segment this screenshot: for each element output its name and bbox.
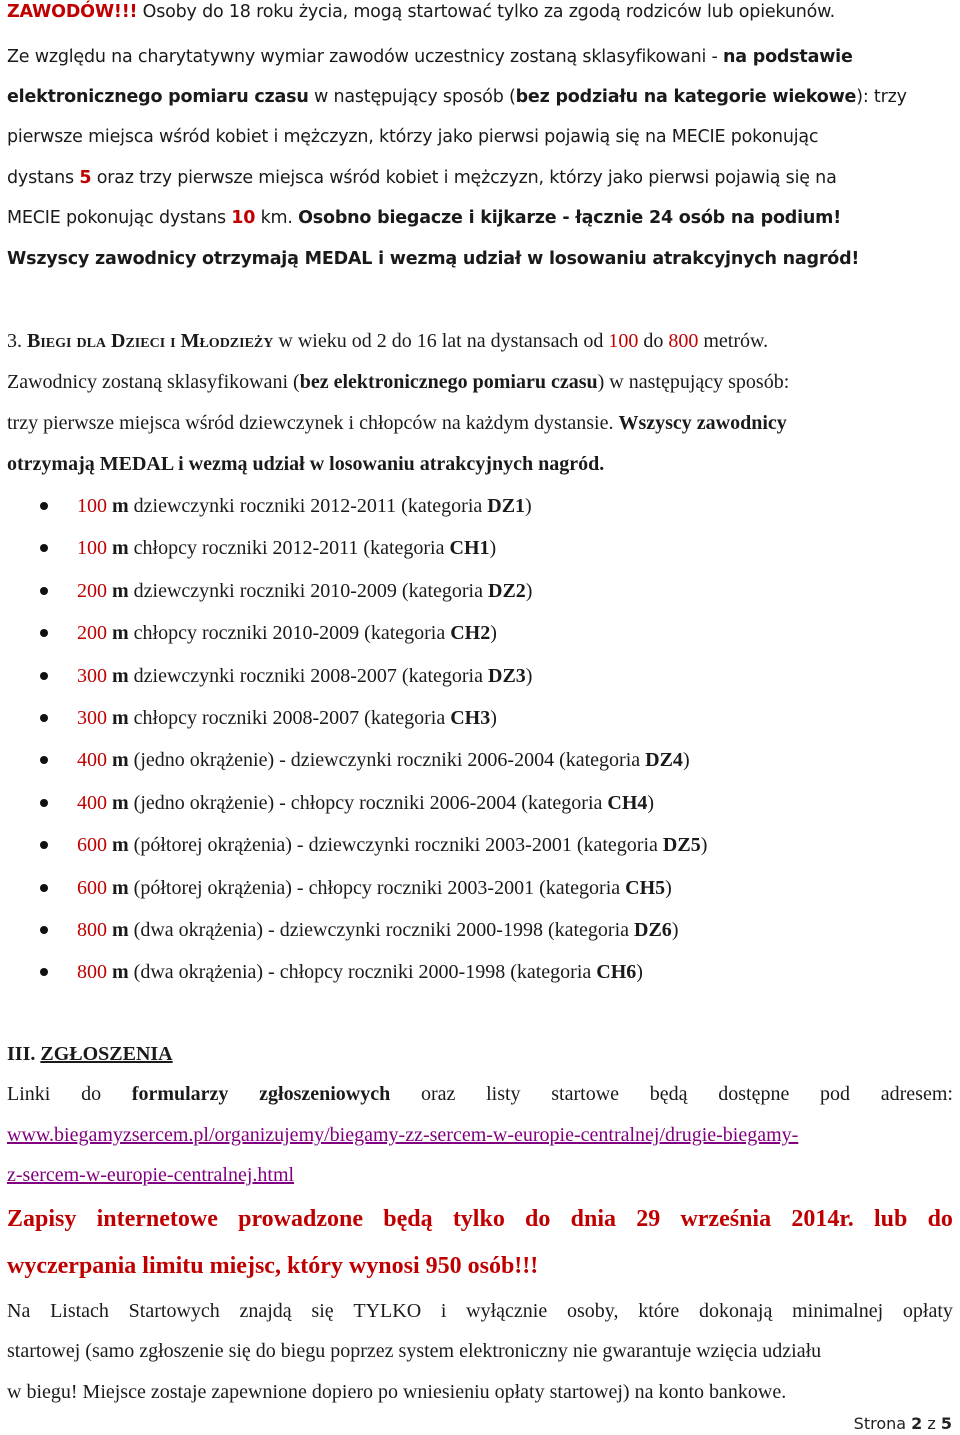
bold-text: elektronicznego pomiaru czasu xyxy=(7,87,309,107)
deadline-word: dnia xyxy=(570,1206,616,1232)
body-text: w biegu! Miejsce zostaje zapewnione dopiero po wniesieniu opłaty startowej) na konto bankowe. xyxy=(7,1381,787,1403)
race-close: ) xyxy=(636,961,643,984)
race-close: ) xyxy=(489,537,497,560)
race-distance: 600 xyxy=(77,876,107,899)
word: się xyxy=(311,1300,334,1322)
word: i xyxy=(440,1300,447,1322)
race-description: chłopcy roczniki 2010-2009 (kategoria xyxy=(128,622,451,645)
race-unit: m xyxy=(107,537,129,560)
section-heading xyxy=(7,329,953,353)
bullet-icon xyxy=(40,629,48,637)
race-category: CH2 xyxy=(450,622,491,645)
word: TYLKO xyxy=(353,1300,422,1322)
race-description: (jedno okrążenie) - dziewczynki roczniki 2006-2004 (kategoria xyxy=(128,749,646,772)
registration-link[interactable] xyxy=(7,1123,953,1147)
emphasis-text: ZAWODÓW!!! xyxy=(7,2,138,22)
word: Na xyxy=(7,1300,31,1322)
body-text: MECIE pokonując dystans xyxy=(7,208,232,228)
word: osoby, xyxy=(566,1300,619,1322)
distance-value: 5 xyxy=(79,168,92,188)
body-text: km. xyxy=(255,208,299,228)
race-unit: m xyxy=(107,664,129,687)
word: formularzy xyxy=(131,1083,229,1105)
race-category: DZ4 xyxy=(645,749,683,772)
word: dokonają xyxy=(699,1300,773,1322)
race-description: (półtorej okrążenia) - chłopcy roczniki 2003-2001 (kategoria xyxy=(128,876,626,899)
body-text: trzy pierwsze miejsca wśród dziewczynek i chłopców na każdym dystansie. xyxy=(7,412,619,434)
word: znajdą xyxy=(239,1300,292,1322)
body-text: pierwsze miejsca wśród kobiet i mężczyzn, którzy jako pierwsi pojawią się na MECIE pokonując xyxy=(7,127,819,147)
bullet-icon xyxy=(40,799,48,807)
section-line xyxy=(7,411,953,435)
word: Listach xyxy=(50,1300,109,1322)
race-unit: m xyxy=(107,876,129,899)
rules-line xyxy=(7,0,953,24)
race-distance: 200 xyxy=(77,622,107,645)
race-close: ) xyxy=(490,622,497,645)
deadline-word: 2014r. xyxy=(791,1206,854,1232)
word: Startowych xyxy=(128,1300,220,1322)
body-text: do xyxy=(638,330,669,352)
body-text: metrów. xyxy=(698,330,769,352)
word: Linki xyxy=(7,1083,51,1105)
word: które xyxy=(638,1300,680,1322)
race-category: CH1 xyxy=(449,537,490,560)
bullet-icon xyxy=(40,714,48,722)
race-category: DZ6 xyxy=(634,919,672,941)
body-text: w wieku od 2 do 16 lat na dystansach od xyxy=(273,330,609,352)
section-title: Biegi dla Dzieci i Młodzieży xyxy=(27,330,274,352)
total-pages: 5 xyxy=(940,1414,952,1433)
section-number: III. xyxy=(7,1043,41,1065)
race-unit: m xyxy=(107,749,129,772)
body-text: w następujący sposób ( xyxy=(308,87,516,107)
bold-text: bez elektronicznego pomiaru czasu xyxy=(299,371,598,393)
race-item xyxy=(77,960,643,984)
race-close: ) xyxy=(647,791,655,814)
race-close: ) xyxy=(525,579,533,602)
distance-value: 10 xyxy=(231,208,256,228)
race-unit: m xyxy=(107,707,129,729)
word: dostępne xyxy=(718,1083,790,1105)
bullet-icon xyxy=(40,587,48,595)
race-distance: 100 xyxy=(77,495,107,517)
deadline-word: będą xyxy=(383,1206,433,1232)
section-heading xyxy=(7,1042,953,1066)
race-distance: 100 xyxy=(77,537,107,560)
race-item xyxy=(77,706,497,730)
page-number xyxy=(854,1414,952,1433)
race-unit: m xyxy=(107,834,129,857)
rules-line xyxy=(7,247,953,271)
bullet-icon xyxy=(40,672,48,680)
race-description: dziewczynki roczniki 2008-2007 (kategoria xyxy=(128,664,488,687)
deadline-word: prowadzone xyxy=(238,1206,364,1232)
race-distance: 400 xyxy=(77,749,107,772)
race-description: (jedno okrążenie) - chłopcy roczniki 2006-2004 (kategoria xyxy=(128,791,608,814)
race-item xyxy=(77,579,532,603)
race-category: DZ2 xyxy=(488,579,526,602)
word: pod xyxy=(820,1083,851,1105)
race-close: ) xyxy=(700,834,708,857)
race-category: CH5 xyxy=(625,876,666,899)
bullet-icon xyxy=(40,756,48,764)
race-distance: 300 xyxy=(77,664,107,687)
race-unit: m xyxy=(107,961,129,984)
bullet-icon xyxy=(40,544,48,552)
word: oraz xyxy=(420,1083,456,1105)
race-description: (dwa okrążenia) - chłopcy roczniki 2000-1998 (kategoria xyxy=(128,961,597,984)
bold-text: otrzymają MEDAL i wezmą udział w losowaniu atrakcyjnych nagród. xyxy=(7,453,605,475)
distance-value: 800 xyxy=(668,330,699,352)
body-text: oraz trzy pierwsze miejsca wśród kobiet i mężczyzn, którzy jako pierwsi pojawią się na xyxy=(91,168,837,188)
section-line xyxy=(7,452,953,476)
race-description: chłopcy roczniki 2008-2007 (kategoria xyxy=(128,707,451,729)
page-separator: z xyxy=(922,1414,941,1433)
deadline-word: tylko xyxy=(452,1206,505,1232)
bold-text: Osobno biegacze i kijkarze - łącznie 24 osób na podium! xyxy=(298,208,841,228)
rules-line xyxy=(7,85,953,109)
race-category: DZ1 xyxy=(487,495,526,517)
payment-note xyxy=(7,1339,953,1363)
word: zgłoszeniowych xyxy=(259,1083,391,1105)
deadline-word: 29 xyxy=(636,1206,661,1232)
bullet-icon xyxy=(40,926,48,934)
race-category: DZ3 xyxy=(488,664,526,687)
race-item xyxy=(77,791,654,815)
deadline-notice xyxy=(7,1204,953,1234)
bold-text: bez podziału na kategorie wiekowe xyxy=(515,87,857,107)
race-item xyxy=(77,833,707,857)
race-description: chłopcy roczniki 2012-2011 (kategoria xyxy=(128,537,450,560)
race-close: ) xyxy=(490,707,497,729)
word: opłaty xyxy=(902,1300,953,1322)
race-unit: m xyxy=(107,579,129,602)
race-close: ) xyxy=(525,495,532,517)
race-close: ) xyxy=(525,664,533,687)
word: wyłącznie xyxy=(466,1300,548,1322)
race-unit: m xyxy=(107,791,129,814)
word: minimalnej xyxy=(792,1300,884,1322)
bullet-icon xyxy=(40,841,48,849)
word: do xyxy=(81,1083,102,1105)
bullet-icon xyxy=(40,502,48,510)
deadline-word: internetowe xyxy=(96,1206,218,1232)
rules-line xyxy=(7,45,953,69)
section-title: ZGŁOSZENIA xyxy=(40,1043,173,1065)
race-description: dziewczynki roczniki 2010-2009 (kategoria xyxy=(128,579,488,602)
url-text[interactable]: z-sercem-w-europie-centralnej.html xyxy=(7,1164,295,1186)
body-text: dystans xyxy=(7,168,80,188)
race-category: CH6 xyxy=(596,961,637,984)
race-unit: m xyxy=(107,622,129,645)
rules-line xyxy=(7,206,953,230)
bullet-icon xyxy=(40,968,48,976)
race-item xyxy=(77,621,497,645)
race-distance: 800 xyxy=(77,919,107,941)
deadline-word: lub xyxy=(873,1206,908,1232)
word: adresem: xyxy=(880,1083,953,1105)
bold-text: Wszyscy zawodnicy xyxy=(618,412,787,434)
race-close: ) xyxy=(665,876,672,899)
registration-link[interactable] xyxy=(7,1163,953,1187)
body-text: startowej (samo zgłoszenie się do biegu poprzez system elektroniczny nie gwarantuje wzięcia udziału xyxy=(7,1340,822,1362)
bullet-icon xyxy=(40,884,48,892)
deadline-notice xyxy=(7,1251,953,1281)
race-distance: 200 xyxy=(77,579,107,602)
race-category: CH4 xyxy=(607,791,648,814)
section-number: 3. xyxy=(7,330,27,352)
race-distance: 300 xyxy=(77,707,107,729)
word: będą xyxy=(649,1083,688,1105)
bold-text: na podstawie xyxy=(722,47,853,67)
rules-line xyxy=(7,166,953,190)
race-item xyxy=(77,664,532,688)
deadline-word: Zapisy xyxy=(7,1206,77,1232)
bold-text: Wszyscy zawodnicy otrzymają MEDAL i wezmą udział w losowaniu atrakcyjnych nagród! xyxy=(7,249,860,269)
race-unit: m xyxy=(107,919,129,941)
page-label: Strona xyxy=(853,1414,912,1433)
deadline-word: do xyxy=(927,1206,953,1232)
section-line xyxy=(7,370,953,394)
url-text[interactable]: www.biegamyzsercem.pl/organizujemy/biegamy-zz-sercem-w-europie-centralnej/drugie-biegamy- xyxy=(7,1124,799,1146)
race-distance: 600 xyxy=(77,834,107,857)
race-unit: m xyxy=(107,495,129,517)
current-page: 2 xyxy=(911,1414,923,1433)
body-text: Zawodnicy zostaną sklasyfikowani ( xyxy=(7,371,300,393)
payment-note xyxy=(7,1380,953,1404)
deadline-text: wyczerpania limitu miejsc, który wynosi 950 osób!!! xyxy=(7,1253,539,1279)
payment-note xyxy=(7,1299,953,1323)
body-text: ) w następujący sposób: xyxy=(597,371,790,393)
race-close: ) xyxy=(682,749,690,772)
race-item xyxy=(77,536,496,560)
race-category: DZ5 xyxy=(662,834,701,857)
body-text: Ze względu na charytatywny wymiar zawodów uczestnicy zostaną sklasyfikowani - xyxy=(7,47,723,67)
rules-line xyxy=(7,125,953,149)
race-item xyxy=(77,876,672,900)
race-description: (półtorej okrążenia) - dziewczynki roczniki 2003-2001 (kategoria xyxy=(128,834,663,857)
deadline-word: września xyxy=(680,1206,772,1232)
race-close: ) xyxy=(671,919,679,941)
word: startowe xyxy=(551,1083,620,1105)
race-distance: 400 xyxy=(77,791,107,814)
body-text: ): trzy xyxy=(856,87,907,107)
race-distance: 800 xyxy=(77,961,107,984)
word: listy xyxy=(486,1083,521,1105)
distance-value: 100 xyxy=(608,330,639,352)
race-item xyxy=(77,494,532,518)
body-text: Osoby do 18 roku życia, mogą startować tylko za zgodą rodziców lub opiekunów. xyxy=(137,2,835,22)
race-item xyxy=(77,918,678,942)
deadline-word: do xyxy=(525,1206,551,1232)
race-description: dziewczynki roczniki 2012-2011 (kategoria xyxy=(128,495,488,517)
race-category: CH3 xyxy=(450,707,491,729)
race-item xyxy=(77,748,690,772)
links-paragraph xyxy=(7,1082,953,1106)
race-description: (dwa okrążenia) - dziewczynki roczniki 2000-1998 (kategoria xyxy=(128,919,635,941)
